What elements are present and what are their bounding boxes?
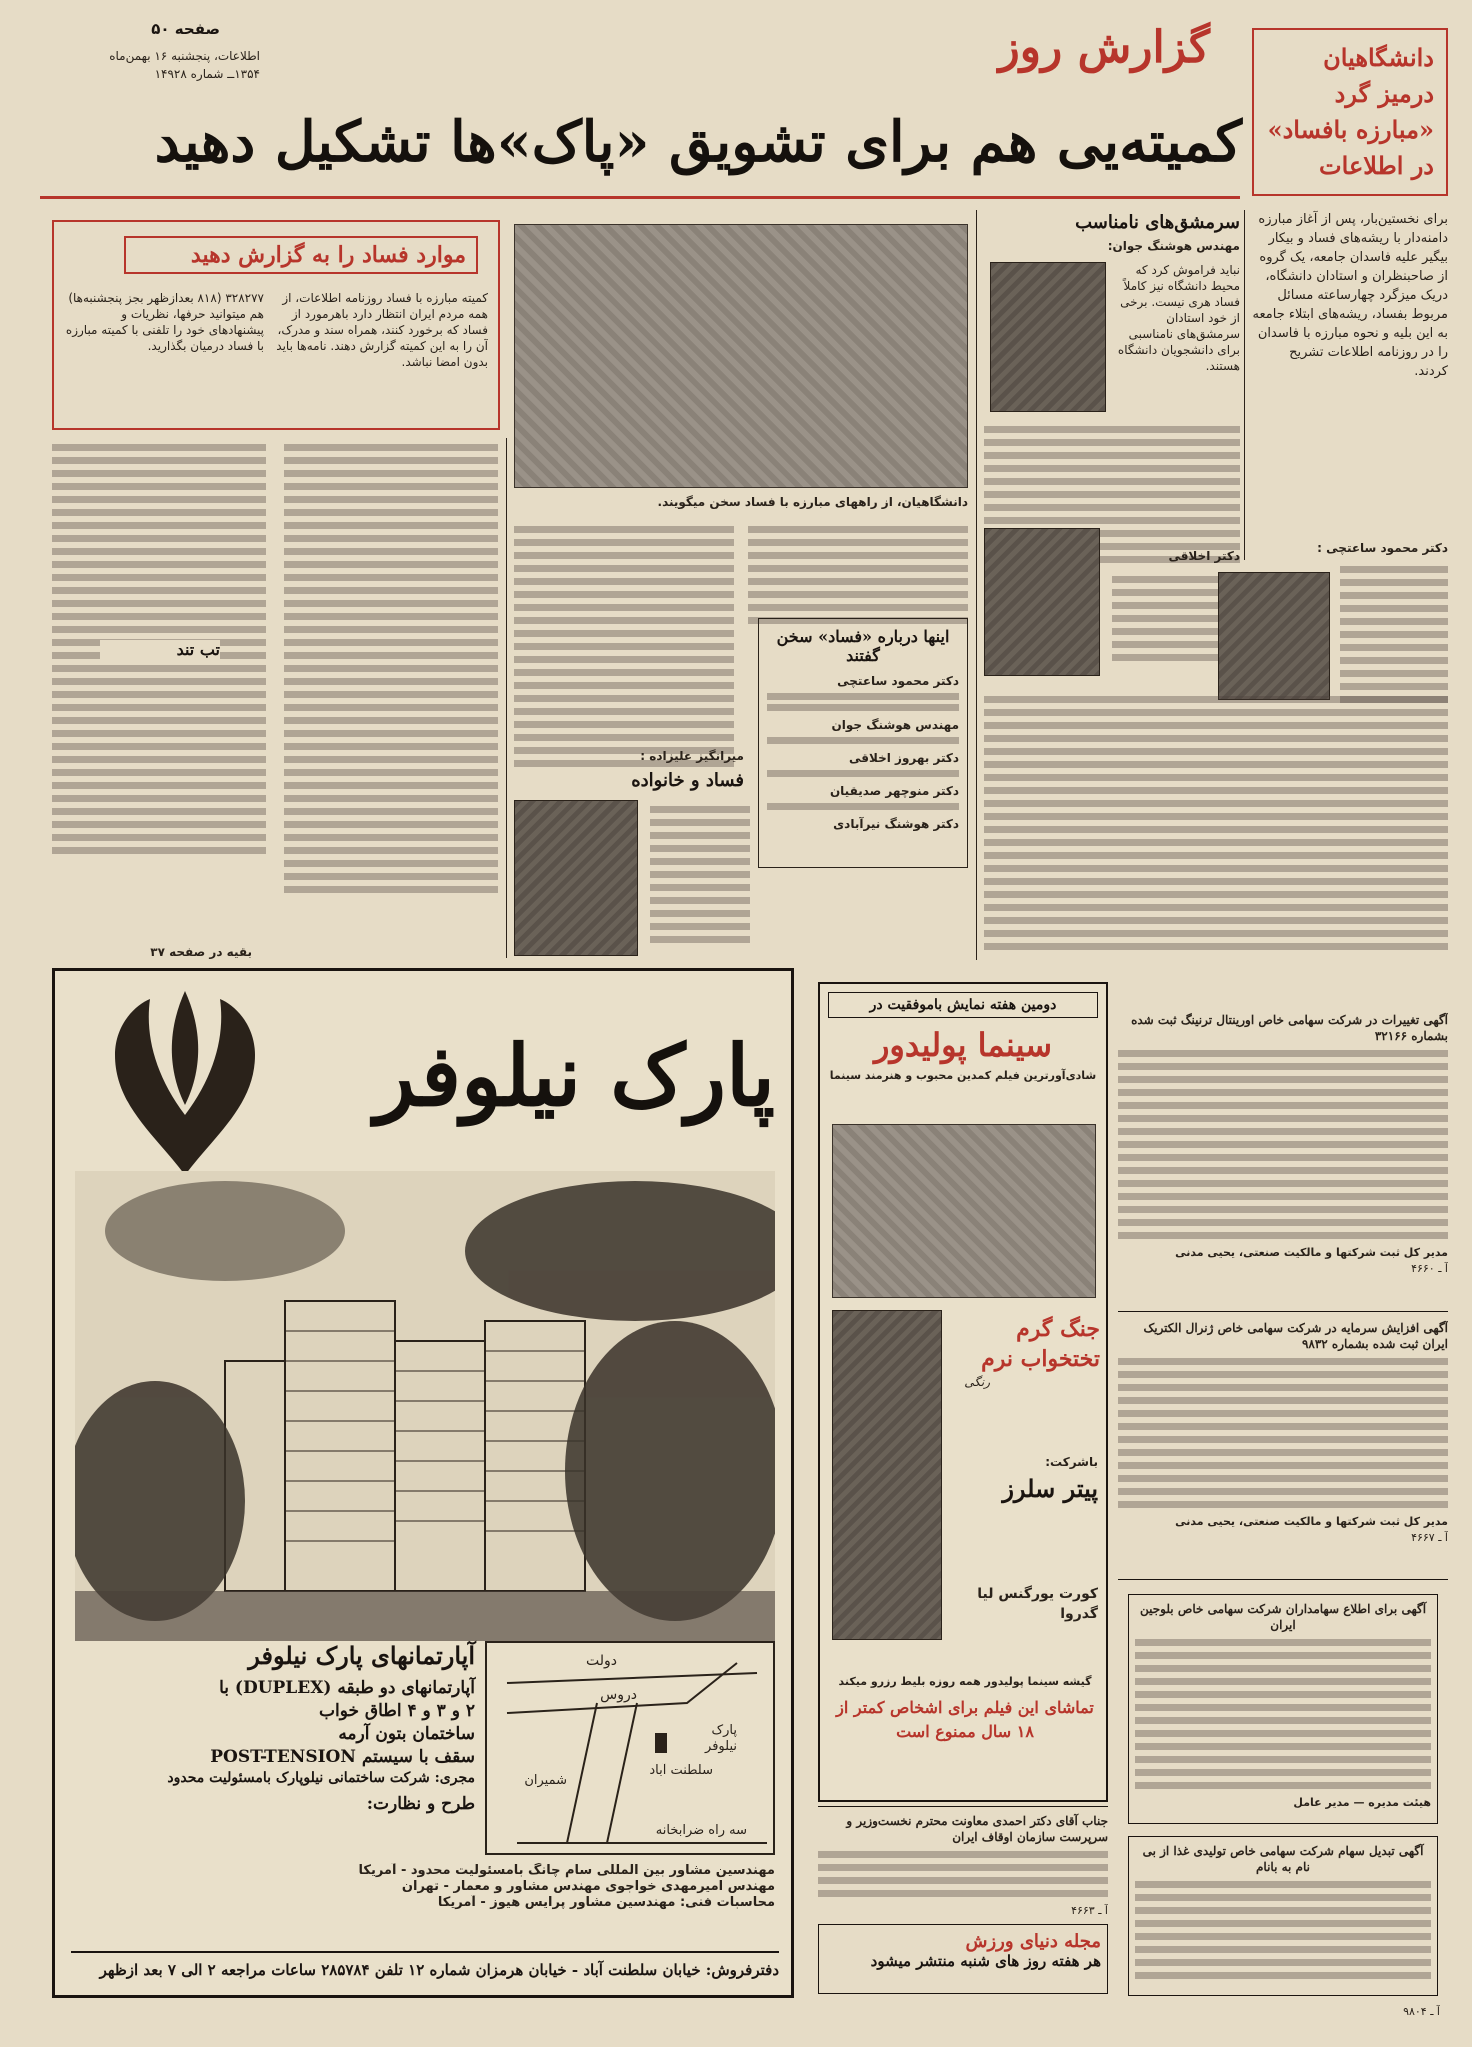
tulip-logo-icon bbox=[95, 985, 275, 1185]
sports-ad bbox=[818, 1924, 1108, 1994]
film-title: جنگ گرم تختخواب نرم bbox=[981, 1316, 1100, 1372]
notice-code: آ ـ ۴۶۶۷ bbox=[1411, 1531, 1448, 1544]
issue-line: ۱۳۵۴ــ شماره ۱۴۹۲۸ bbox=[154, 67, 260, 81]
map-label-dolat: دولت bbox=[585, 1653, 617, 1669]
map-label-darus: دروس bbox=[600, 1687, 637, 1703]
headline-rule bbox=[40, 196, 1240, 199]
feature-item: سقف با سیستم POST-TENSION bbox=[210, 1747, 475, 1767]
notice-signature: مدیر کل ثبت شرکتها و مالکیت صنعتی، یحیی مدنی bbox=[1175, 1515, 1448, 1528]
report-box-text-right: کمیته مبارزه با فساد روزنامه اطلاعات، از همه مردم ایران انتظار دارد باهرمورد از فساد که برخورد کنند، همراه سند و مدرک، آن را به این کمیته گزارش دهند. نامه‌ها باید بدون امضا نباشد. bbox=[276, 291, 488, 369]
speakers-box-title: اینها درباره «فساد» سخن گفتند bbox=[776, 627, 950, 665]
map-label-shemiran: شمیران bbox=[524, 1773, 567, 1788]
park-ad-features bbox=[75, 1641, 475, 1817]
sports-title: مجله دنیای ورزش bbox=[965, 1931, 1101, 1952]
article-column bbox=[52, 438, 266, 898]
speaker-name: دکتر هوشنگ نیرآبادی bbox=[833, 817, 959, 831]
cinema-note: گیشه سینما پولیدور همه روزه بلیط رزرو میکند bbox=[838, 1675, 1092, 1688]
feature-item: ۲ و ۳ و ۴ اطاق خواب bbox=[319, 1701, 475, 1721]
notice-title: آگهی افزایش سرمایه در شرکت سهامی خاص ژنرال الکتریک ایران ثبت شده بشماره ۹۸۳۲ bbox=[1143, 1321, 1448, 1351]
family-text bbox=[650, 800, 750, 949]
intro-author: دکتر محمود ساعتچی : bbox=[1317, 541, 1448, 555]
sports-line: هر هفته روز های شنبه منتشر میشود bbox=[870, 1952, 1101, 1970]
film-co-stars: کورت یورگنس لیا گدروا bbox=[977, 1586, 1098, 1622]
sarmashq-title: سرمشق‌های نامناسب bbox=[1075, 212, 1240, 233]
building-drawing-icon bbox=[75, 1171, 775, 1641]
notice-signature: مدیر کل ثبت شرکتها و مالکیت صنعتی، یحیی مدنی bbox=[1175, 1246, 1448, 1259]
right-body-4 bbox=[984, 690, 1448, 956]
notice-title: آگهی تبدیل سهام شرکت سهامی خاص تولیدی غذا از بی نام به بانام bbox=[1142, 1844, 1424, 1874]
tab-tand-title: تب تند bbox=[100, 640, 220, 659]
cinema-name: سینما پولیدور bbox=[873, 1026, 1053, 1064]
page-label: صفحه ۵۰ bbox=[151, 20, 220, 38]
headline: کمیته‌یی هم برای تشویق «پاک»ها تشکیل دهید bbox=[154, 109, 1242, 175]
family-section-speaker: میرانگیز علیزاده : bbox=[640, 749, 744, 763]
sports-code: آ ـ ۹۸۰۴ bbox=[1403, 2005, 1440, 2018]
notice-signature: هیئت مدیره — مدیر عامل bbox=[1293, 1796, 1431, 1809]
feature-item: ساختمان بتون آرمه bbox=[338, 1724, 475, 1744]
notice-block bbox=[1128, 1594, 1438, 1824]
film-poster-figures bbox=[832, 1310, 942, 1640]
thanks-notice bbox=[818, 1806, 1108, 1916]
section-title: گزارش روز bbox=[998, 22, 1210, 73]
map-label-park: پارک نیلوفر bbox=[705, 1723, 737, 1754]
photo-caption: دانشگاهیان، از راههای مبارزه با فساد سخن میگویند. bbox=[657, 495, 968, 509]
sales-office: دفترفروش: خیابان سلطنت آباد - خیابان هرمزان شماره ۱۲ تلفن ۲۸۵۷۸۴ ساعات مراجعه ۲ الی ۷ بعد ازظهر bbox=[71, 1951, 779, 1979]
cinema-top-line: دومین هفته نمایش باموفقیت در bbox=[828, 992, 1098, 1018]
report-box-title: موارد فساد را به گزارش دهید bbox=[124, 236, 478, 274]
designer-item: مهندسین مشاور بین المللی سام چانگ بامسئولیت محدود - آمریکا bbox=[358, 1863, 775, 1878]
map-label-seh-rah: سه راه ضرابخانه bbox=[655, 1823, 747, 1838]
park-ad-designers bbox=[75, 1863, 775, 1911]
film-star: پیتر سلرز bbox=[1002, 1474, 1098, 1503]
cinema-warning: تماشای این فیلم برای اشخاص کمتر از ۱۸ سال ممنوع است bbox=[836, 1698, 1094, 1741]
left-article-columns bbox=[52, 438, 500, 938]
date-line: اطلاعات، پنجشنبه ۱۶ بهمن‌ماه bbox=[109, 49, 260, 63]
notice-block bbox=[1118, 1320, 1448, 1580]
design-label: طرح و نظارت: bbox=[366, 1794, 475, 1814]
man-portrait-1 bbox=[990, 262, 1106, 412]
sarmashq-text: نباید فراموش کرد که محیط دانشگاه نیز کاملاً فساد هری نیست. برخی از خود استادان سرمشق‌های نامناسبی برای دانشجویان دانشگاه هستند. bbox=[1117, 263, 1240, 373]
designer-item: محاسبات فنی: مهندسین مشاور پرایس هیوز - آمریکا bbox=[437, 1895, 775, 1910]
roundtable-photo bbox=[514, 224, 968, 488]
apartment-illustration bbox=[75, 1171, 775, 1641]
film-color: رنگی bbox=[964, 1375, 990, 1389]
speaker-name: دکتر منوچهر صدیقیان bbox=[829, 784, 959, 798]
column-divider bbox=[506, 438, 507, 958]
park-ad-subtitle: آپارتمانهای پارک نیلوفر bbox=[248, 1641, 475, 1670]
speakers-box bbox=[758, 618, 968, 868]
woman-portrait bbox=[514, 800, 638, 956]
location-map bbox=[485, 1641, 775, 1855]
intro-text: برای نخستین‌بار، پس از آغاز مبارزه دامنه‌دار با ریشه‌های فساد و بیکار بیگیر علیه فاسدان جامعه، یک گروه از صاحبنظران و استادان دانشگاه، دریک میزگرد چهارساعته مسائل مربوط بفساد، ریشه‌های ابتلاء جامعه به این بلیه و نحوه مبارزه با فاسدان را در روزنامه اطلاعات تشریح کردند. bbox=[1252, 212, 1448, 379]
speaker-name: مهندس هوشنگ جوان bbox=[831, 718, 959, 732]
park-ad-title: پارک نیلوفر bbox=[374, 1026, 775, 1125]
thanks-code: آ ـ ۴۶۶۳ bbox=[1071, 1904, 1108, 1917]
thanks-title: جناب آقای دکتر احمدی معاونت محترم نخست‌وزیر و سرپرست سازمان اوقاف ایران bbox=[846, 1814, 1108, 1844]
film-still bbox=[832, 1124, 1096, 1298]
cinema-tagline: شادی‌آورترین فیلم کمدین محبوب و هنرمند سینما bbox=[829, 1069, 1097, 1082]
notice-block bbox=[1118, 1012, 1448, 1312]
park-niloofar-ad bbox=[52, 968, 794, 1998]
man-portrait-3 bbox=[1218, 572, 1330, 700]
sarmashq-sub-speaker: دکتر اخلاقی bbox=[1168, 549, 1240, 563]
notice-title: آگهی تغییرات در شرکت سهامی خاص اورینتال ترنینگ ثبت شده بشماره ۳۲۱۶۶ bbox=[1131, 1013, 1448, 1043]
feature-item: آپارتمانهای دو طبقه (DUPLEX) با bbox=[219, 1678, 475, 1698]
column-divider bbox=[976, 210, 977, 960]
map-label-saltanatabad: سلطنت آباد bbox=[649, 1763, 713, 1778]
film-with-label: باشرکت: bbox=[1045, 1455, 1098, 1469]
feature-item: مجری: شرکت ساختمانی نیلوپارک بامسئولیت محدود bbox=[167, 1770, 475, 1786]
notice-title: آگهی برای اطلاع سهامداران شرکت سهامی خاص بلوجین ایران bbox=[1139, 1602, 1427, 1632]
speaker-name: دکتر بهروز اخلاقی bbox=[849, 751, 959, 765]
speaker-name: دکتر محمود ساعتچی bbox=[837, 674, 959, 688]
right-body-3 bbox=[1340, 560, 1448, 709]
sarmashq-speaker: مهندس هوشنگ جوان: bbox=[1107, 239, 1240, 253]
article-column bbox=[284, 438, 498, 938]
side-box: دانشگاهیان درمیز گرد «مبارزه بافساد» در اطلاعات bbox=[1252, 28, 1448, 196]
designer-item: مهندس امیرمهدی خواجوی مهندس مشاور و معمار - تهران bbox=[401, 1879, 775, 1894]
man-portrait-2 bbox=[984, 528, 1100, 676]
cinema-ad bbox=[818, 982, 1108, 1802]
notice-code: آ ـ ۴۶۶۰ bbox=[1411, 1262, 1448, 1275]
notice-block bbox=[1128, 1836, 1438, 1996]
column-divider bbox=[1244, 210, 1245, 560]
report-box-text-left: ۳۲۸۲۷۷ (۸۱۸ بعدازظهر بجز پنجشنبه‌ها) هم میتوانید حرفها، نظریات و پیشنهادهای خود را تلفنی با کمیته مبارزه با فساد درمیان بگذارید. bbox=[65, 291, 264, 353]
family-section-title: فساد و خانواده bbox=[631, 770, 744, 791]
continued-note: بقیه در صفحه ۳۷ bbox=[150, 945, 252, 959]
